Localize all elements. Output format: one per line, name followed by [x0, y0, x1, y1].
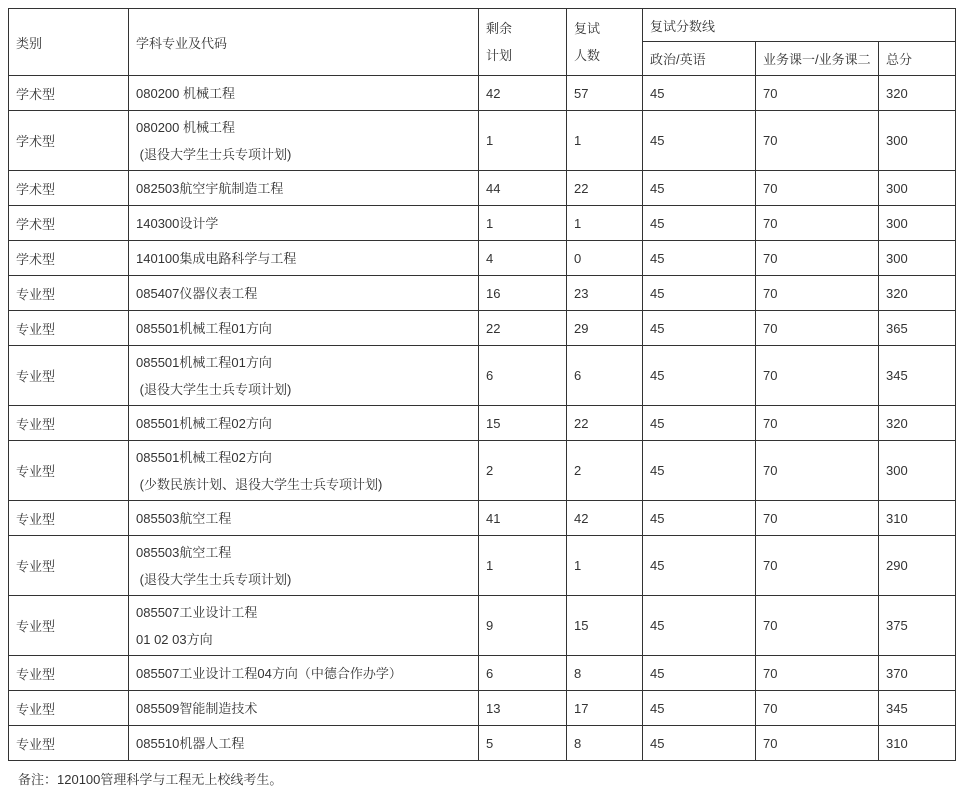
cell-remaining-plan: 4	[479, 241, 567, 276]
cell-category: 专业型	[9, 346, 129, 406]
cell-politics-english: 45	[643, 346, 756, 406]
cell-total: 375	[879, 596, 956, 656]
subject-line: 085501机械工程01方向	[136, 354, 272, 370]
cell-business-courses: 70	[756, 501, 879, 536]
cell-remaining-plan: 1	[479, 206, 567, 241]
cell-total: 300	[879, 206, 956, 241]
cell-business-courses: 70	[756, 171, 879, 206]
cell-subject	[129, 346, 479, 406]
cell-category: 专业型	[9, 311, 129, 346]
cell-retest-count: 8	[567, 656, 643, 691]
cell-subject	[129, 276, 479, 311]
cell-total: 310	[879, 501, 956, 536]
cell-business-courses: 70	[756, 691, 879, 726]
subject-line: 085407仪器仪表工程	[136, 285, 258, 301]
cell-remaining-plan: 6	[479, 656, 567, 691]
cell-total: 300	[879, 111, 956, 171]
header-line: 复试	[574, 21, 601, 36]
cell-remaining-plan: 22	[479, 311, 567, 346]
cell-category: 学术型	[9, 76, 129, 111]
cell-business-courses: 70	[756, 536, 879, 596]
cell-retest-count: 17	[567, 691, 643, 726]
footnote: 备注：120100管理科学与工程无上校线考生。	[18, 772, 283, 787]
subject-line: 085507工业设计工程04方向（中德合作办学）	[136, 665, 402, 681]
cell-total: 320	[879, 406, 956, 441]
cell-politics-english: 45	[643, 76, 756, 111]
subject-line: 085510机器人工程	[136, 735, 245, 751]
table-row	[9, 726, 956, 761]
cell-subject	[129, 206, 479, 241]
cell-category: 专业型	[9, 536, 129, 596]
cell-total: 345	[879, 346, 956, 406]
cell-subject	[129, 171, 479, 206]
table-row	[9, 656, 956, 691]
cell-subject	[129, 111, 479, 171]
cell-subject	[129, 656, 479, 691]
cell-subject	[129, 441, 479, 501]
cell-politics-english: 45	[643, 536, 756, 596]
table-row	[9, 241, 956, 276]
cell-subject	[129, 76, 479, 111]
cell-total: 345	[879, 691, 956, 726]
col-header-politics-english: 政治/英语	[643, 42, 756, 76]
cell-category: 学术型	[9, 241, 129, 276]
cell-politics-english: 45	[643, 691, 756, 726]
cell-retest-count: 22	[567, 406, 643, 441]
cell-category: 专业型	[9, 726, 129, 761]
cell-politics-english: 45	[643, 406, 756, 441]
cell-retest-count: 6	[567, 346, 643, 406]
table-body	[9, 76, 956, 761]
cell-politics-english: 45	[643, 501, 756, 536]
subject-line: 085509智能制造技术	[136, 700, 258, 716]
subject-line: 01 02 03方向	[136, 631, 213, 647]
col-header-retest-count	[567, 9, 643, 76]
header-line: 人数	[574, 48, 601, 63]
subject-line: 140100集成电路科学与工程	[136, 250, 297, 266]
table-row	[9, 311, 956, 346]
cell-business-courses: 70	[756, 346, 879, 406]
cell-total: 300	[879, 241, 956, 276]
cell-politics-english: 45	[643, 596, 756, 656]
cell-politics-english: 45	[643, 311, 756, 346]
cell-total: 300	[879, 171, 956, 206]
subject-line: (退役大学生士兵专项计划)	[136, 381, 292, 397]
cell-category: 专业型	[9, 406, 129, 441]
cell-total: 370	[879, 656, 956, 691]
col-header-subject: 学科专业及代码	[129, 9, 479, 76]
cell-remaining-plan: 5	[479, 726, 567, 761]
cell-business-courses: 70	[756, 406, 879, 441]
cell-politics-english: 45	[643, 241, 756, 276]
cell-business-courses: 70	[756, 241, 879, 276]
cell-subject	[129, 241, 479, 276]
cell-subject	[129, 536, 479, 596]
cell-retest-count: 1	[567, 536, 643, 596]
subject-line: 082503航空宇航制造工程	[136, 180, 284, 196]
table-row	[9, 536, 956, 596]
cell-total: 320	[879, 76, 956, 111]
cell-retest-count: 1	[567, 206, 643, 241]
header-line: 剩余	[486, 21, 513, 36]
cell-category: 专业型	[9, 596, 129, 656]
subject-line: 085501机械工程01方向	[136, 320, 272, 336]
table-row	[9, 406, 956, 441]
cell-total: 300	[879, 441, 956, 501]
table-row	[9, 691, 956, 726]
table-row	[9, 276, 956, 311]
cell-total: 310	[879, 726, 956, 761]
cell-retest-count: 42	[567, 501, 643, 536]
subject-line: 085501机械工程02方向	[136, 449, 272, 465]
subject-line: 080200 机械工程	[136, 119, 235, 135]
cell-business-courses: 70	[756, 276, 879, 311]
cell-business-courses: 70	[756, 76, 879, 111]
cell-category: 专业型	[9, 691, 129, 726]
cell-category: 学术型	[9, 171, 129, 206]
subject-line: (退役大学生士兵专项计划)	[136, 146, 292, 162]
table-row	[9, 596, 956, 656]
cell-business-courses: 70	[756, 656, 879, 691]
cell-business-courses: 70	[756, 111, 879, 171]
subject-line: (少数民族计划、退役大学生士兵专项计划)	[136, 476, 383, 492]
cell-remaining-plan: 1	[479, 536, 567, 596]
table-row	[9, 171, 956, 206]
table-row	[9, 501, 956, 536]
cell-retest-count: 1	[567, 111, 643, 171]
cell-subject	[129, 691, 479, 726]
cell-remaining-plan: 41	[479, 501, 567, 536]
header-line: 计划	[486, 48, 513, 63]
cell-business-courses: 70	[756, 311, 879, 346]
cell-retest-count: 0	[567, 241, 643, 276]
cell-politics-english: 45	[643, 206, 756, 241]
subject-line: 085507工业设计工程	[136, 604, 258, 620]
cell-subject	[129, 596, 479, 656]
table-row	[9, 76, 956, 111]
cell-category: 专业型	[9, 501, 129, 536]
cell-politics-english: 45	[643, 726, 756, 761]
cell-remaining-plan: 13	[479, 691, 567, 726]
cell-category: 学术型	[9, 111, 129, 171]
cell-business-courses: 70	[756, 726, 879, 761]
cell-total: 290	[879, 536, 956, 596]
subject-line: 080200 机械工程	[136, 85, 235, 101]
cell-subject	[129, 406, 479, 441]
cell-retest-count: 15	[567, 596, 643, 656]
cell-remaining-plan: 15	[479, 406, 567, 441]
cell-remaining-plan: 9	[479, 596, 567, 656]
cell-remaining-plan: 44	[479, 171, 567, 206]
cell-retest-count: 22	[567, 171, 643, 206]
table-row	[9, 346, 956, 406]
cell-total: 320	[879, 276, 956, 311]
subject-line: 085503航空工程	[136, 510, 232, 526]
subject-line: 085503航空工程	[136, 544, 232, 560]
header-row-top	[9, 9, 956, 42]
cell-remaining-plan: 16	[479, 276, 567, 311]
cell-retest-count: 2	[567, 441, 643, 501]
cell-retest-count: 29	[567, 311, 643, 346]
cell-category: 专业型	[9, 441, 129, 501]
cell-retest-count: 8	[567, 726, 643, 761]
score-table	[8, 8, 956, 761]
col-header-score-line-group: 复试分数线	[643, 9, 956, 42]
col-header-remaining-plan	[479, 9, 567, 76]
cell-subject	[129, 311, 479, 346]
cell-politics-english: 45	[643, 656, 756, 691]
col-header-total: 总分	[879, 42, 956, 76]
subject-line: (退役大学生士兵专项计划)	[136, 571, 292, 587]
table-row	[9, 441, 956, 501]
cell-business-courses: 70	[756, 206, 879, 241]
col-header-business-courses: 业务课一/业务课二	[756, 42, 879, 76]
cell-category: 学术型	[9, 206, 129, 241]
cell-total: 365	[879, 311, 956, 346]
cell-remaining-plan: 2	[479, 441, 567, 501]
cell-subject	[129, 501, 479, 536]
cell-remaining-plan: 6	[479, 346, 567, 406]
table-row	[9, 206, 956, 241]
cell-category: 专业型	[9, 276, 129, 311]
table-row	[9, 111, 956, 171]
subject-line: 085501机械工程02方向	[136, 415, 272, 431]
table-header	[9, 9, 956, 76]
cell-remaining-plan: 42	[479, 76, 567, 111]
cell-politics-english: 45	[643, 111, 756, 171]
cell-retest-count: 57	[567, 76, 643, 111]
subject-line: 140300设计学	[136, 215, 219, 231]
cell-remaining-plan: 1	[479, 111, 567, 171]
cell-business-courses: 70	[756, 441, 879, 501]
cell-subject	[129, 726, 479, 761]
cell-category: 专业型	[9, 656, 129, 691]
cell-politics-english: 45	[643, 171, 756, 206]
cell-retest-count: 23	[567, 276, 643, 311]
cell-politics-english: 45	[643, 276, 756, 311]
cell-business-courses: 70	[756, 596, 879, 656]
col-header-category: 类别	[9, 9, 129, 76]
cell-politics-english: 45	[643, 441, 756, 501]
